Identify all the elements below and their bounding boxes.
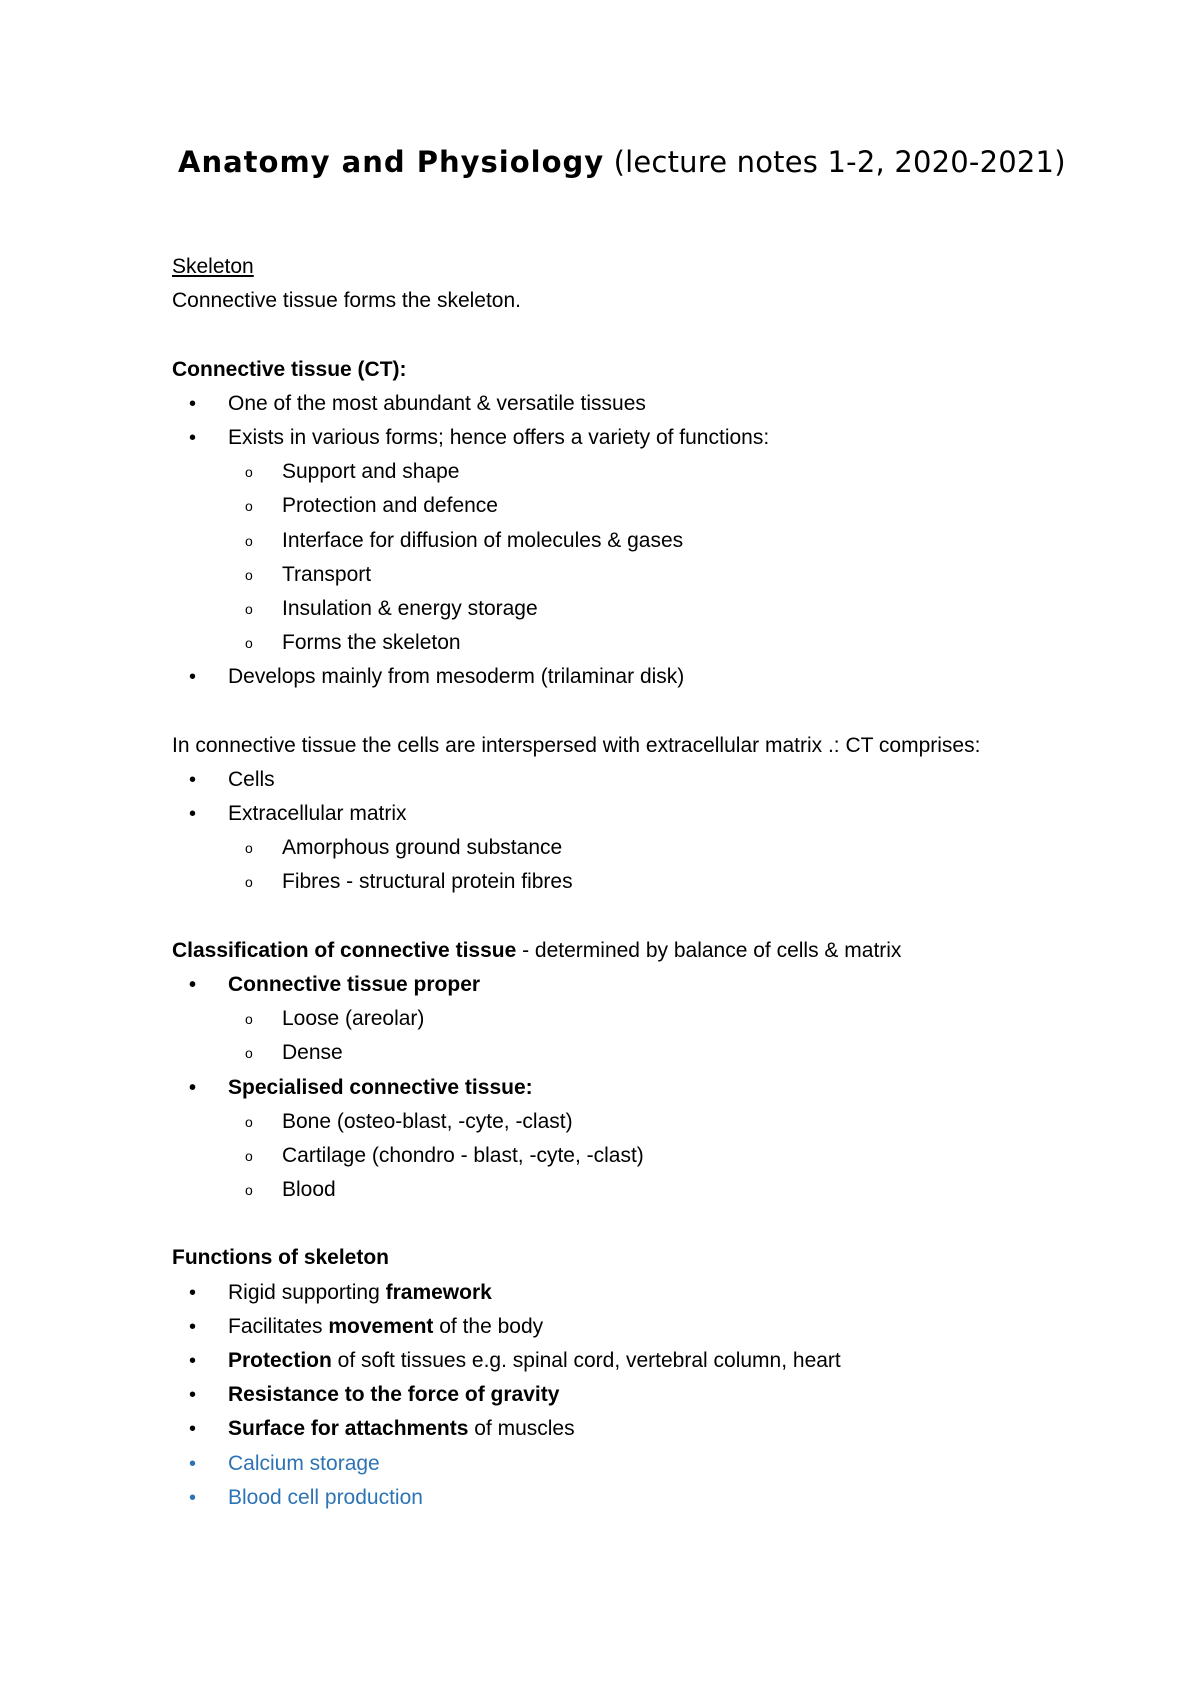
bullet-icon: • <box>189 392 197 415</box>
list-item: • Rigid supporting framework <box>172 1276 1072 1310</box>
bullet-icon: • <box>189 1452 197 1475</box>
list-item: • Connective tissue proper <box>172 968 1072 1002</box>
bullet-icon: • <box>189 426 197 449</box>
section-heading-skeleton: Skeleton <box>172 255 254 278</box>
title-subtitle: (lecture notes 1-2, 2020-2021) <box>613 145 1066 179</box>
sub-list-item: o Cartilage (chondro - blast, -cyte, -clast) <box>172 1139 1072 1173</box>
title-bold: Anatomy and Physiology <box>178 145 605 179</box>
sub-list-item: o Fibres - structural protein fibres <box>172 865 1072 899</box>
list-item: • Resistance to the force of gravity <box>172 1378 1072 1412</box>
bullet-icon: • <box>189 768 197 791</box>
bullet-icon: • <box>189 803 197 825</box>
page-title <box>178 140 1066 184</box>
bullet-icon: • <box>189 973 197 996</box>
skeleton-text: Connective tissue forms the skeleton. <box>172 289 522 313</box>
list-item: • Develops mainly from mesoderm (trilaminar disk) <box>172 660 1072 694</box>
circle-bullet-icon: o <box>245 1182 253 1199</box>
list-item: • Extracellular matrix <box>172 797 1072 831</box>
sub-list-item: o Dense <box>172 1036 1072 1070</box>
bullet-icon: • <box>189 1350 197 1372</box>
matrix-intro: In connective tissue the cells are interspersed with extracellular matrix .: CT comprises: <box>172 733 981 757</box>
bullet-icon: • <box>189 1486 197 1509</box>
sub-list-item: o Blood <box>172 1173 1072 1207</box>
document-body <box>172 250 1072 1515</box>
sub-list-item: o Forms the skeleton <box>172 626 1072 660</box>
list-item: • Facilitates movement of the body <box>172 1310 1072 1344</box>
section-heading-functions: Functions of skeleton <box>172 1246 390 1270</box>
sub-list-item: o Insulation & energy storage <box>172 592 1072 626</box>
bullet-icon: • <box>189 1315 197 1338</box>
bullet-icon: • <box>189 1418 197 1441</box>
circle-bullet-icon: o <box>245 464 253 481</box>
bullet-icon: • <box>189 1076 197 1099</box>
bullet-icon: • <box>189 1384 197 1407</box>
section-heading-connective-tissue: Connective tissue (CT): <box>172 357 407 381</box>
circle-bullet-icon: o <box>245 600 253 617</box>
sub-list-item: o Amorphous ground substance <box>172 831 1072 865</box>
list-item: • Cells <box>172 763 1072 797</box>
list-item: • Surface for attachments of muscles <box>172 1412 1072 1446</box>
sub-list-item: o Support and shape <box>172 455 1072 489</box>
bullet-icon: • <box>189 666 197 689</box>
circle-bullet-icon: o <box>245 635 253 652</box>
circle-bullet-icon: o <box>245 874 253 891</box>
list-item: • Blood cell production <box>172 1481 1072 1515</box>
circle-bullet-icon: o <box>245 566 253 583</box>
sub-list-item: o Interface for diffusion of molecules & gases <box>172 524 1072 558</box>
sub-list-item: o Bone (osteo-blast, -cyte, -clast) <box>172 1105 1072 1139</box>
list-item: • Protection of soft tissues e.g. spinal cord, vertebral column, heart <box>172 1344 1072 1378</box>
circle-bullet-icon: o <box>245 1045 253 1062</box>
list-item: • Calcium storage <box>172 1447 1072 1481</box>
list-item: • One of the most abundant & versatile tissues <box>172 387 1072 421</box>
circle-bullet-icon: o <box>245 1147 253 1164</box>
circle-bullet-icon: o <box>245 1113 253 1130</box>
circle-bullet-icon: o <box>245 532 253 549</box>
sub-list-item: o Protection and defence <box>172 489 1072 523</box>
section-heading-classification: Classification of connective tissue - determined by balance of cells & matrix <box>172 938 902 962</box>
circle-bullet-icon: o <box>245 1011 253 1028</box>
sub-list-item: o Transport <box>172 558 1072 592</box>
circle-bullet-icon: o <box>245 498 253 515</box>
bullet-icon: • <box>189 1281 197 1304</box>
list-item: • Specialised connective tissue: <box>172 1071 1072 1105</box>
list-item: • Exists in various forms; hence offers a variety of functions: <box>172 421 1072 455</box>
sub-list-item: o Loose (areolar) <box>172 1002 1072 1036</box>
circle-bullet-icon: o <box>245 840 253 857</box>
